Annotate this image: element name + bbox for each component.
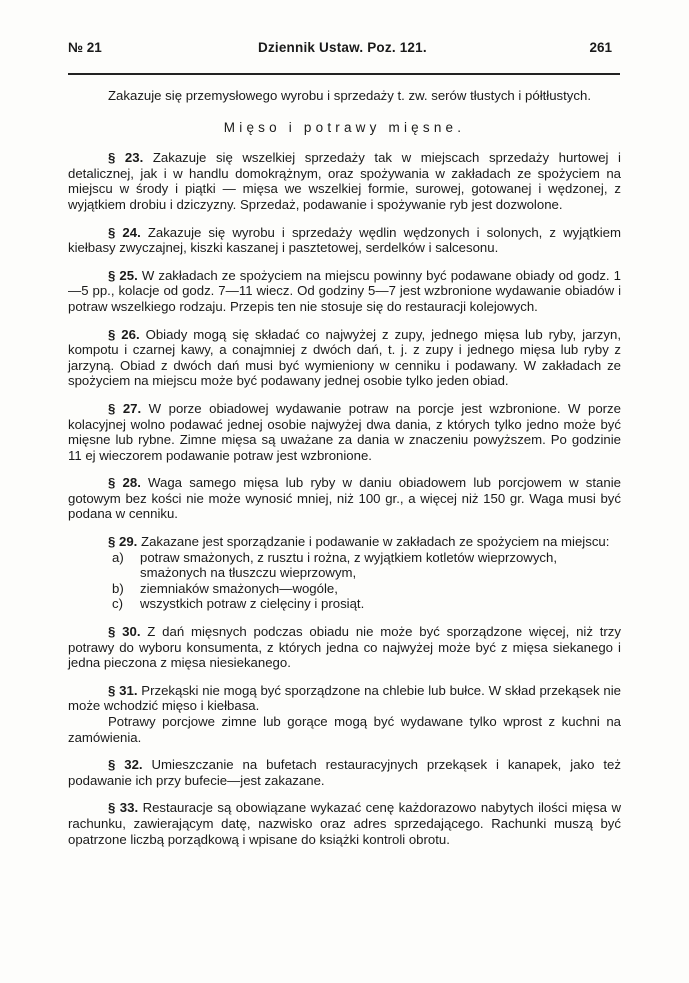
- section-text: Przekąski nie mogą być sporządzone na chlebie lub bułce. W skład przekąsek nie może wchodzić mięso i kiełbasa.: [68, 682, 621, 714]
- paragraph-31-extra: Potrawy porcjowe zimne lub gorące mogą być wydawane tylko wprost z kuchni na zamówienia.: [68, 714, 621, 745]
- paragraph-26: [68, 327, 621, 389]
- section-label: § 33.: [108, 800, 139, 816]
- section-label: § 26.: [108, 326, 140, 342]
- section-label: § 25.: [108, 267, 138, 283]
- paragraph-25: [68, 268, 621, 315]
- section-text: Waga samego mięsa lub ryby w daniu obiadowem lub porcjowem w stanie gotowym bez kości nie może wynosić mniej, niż 100 gr., a więcej niż 150 gr. Waga musi być podana w cenniku.: [68, 475, 621, 522]
- page-number: 261: [589, 40, 612, 55]
- section-label: § 31.: [108, 682, 138, 698]
- section-label: § 27.: [108, 400, 142, 416]
- paragraph-30: [68, 624, 621, 671]
- section-label: § 32.: [108, 757, 143, 773]
- section-text: Zakazane jest sporządzanie i podawanie w zakładach ze spożyciem na miejscu:: [141, 534, 610, 550]
- list-marker: a): [112, 549, 124, 565]
- paragraph-29: [68, 534, 621, 550]
- list-marker: c): [112, 596, 123, 612]
- issue-number: № 21: [68, 40, 102, 55]
- list-text: ziemniaków smażonych—wogóle,: [140, 580, 338, 596]
- section-label: § 30.: [108, 624, 141, 640]
- section-text: Umieszczanie na bufetach restauracyjnych przekąsek i kanapek, jako też podawanie ich przy bufecie—jest zakazane.: [68, 757, 621, 788]
- list-item: [68, 596, 621, 612]
- paragraph-28: [68, 475, 621, 522]
- list-text: wszystkich potraw z cielęciny i prosiąt.: [140, 596, 365, 612]
- section-heading: Mięso i potrawy mięsne.: [223, 119, 466, 135]
- section-text: Z dań mięsnych podczas obiadu nie może być sporządzone więcej, niż trzy potrawy do wyboru konsumenta, z których jedna co najwyżej może być z mięsa siekanego i jedna pieczona z mięsa niesiekanego.: [68, 624, 621, 671]
- section-text: Restauracje są obowiązane wykazać cenę każdorazowo nabytych ilości mięsa w rachunku, zawierającym datę, nazwisko oraz adres sprzedającego. Rachunki muszą być opatrzone liczbą porządkową i wpisane do książki kontroli obrotu.: [68, 800, 621, 847]
- section-label: § 29.: [108, 534, 138, 550]
- section-label: § 23.: [108, 150, 144, 166]
- intro-paragraph: Zakazuje się przemysłowego wyrobu i sprzedaży t. zw. serów tłustych i półtłustych.: [108, 88, 591, 103]
- journal-title: Dziennik Ustaw. Poz. 121.: [258, 40, 427, 55]
- list-item: [68, 581, 621, 597]
- header-rule: [68, 73, 620, 75]
- list-text: potraw smażonych, z rusztu i rożna, z wyjątkiem kotletów wieprzowych, smażonych na tłuszczu wieprzowym,: [140, 549, 558, 581]
- paragraph-32: [68, 757, 621, 788]
- section-label: § 24.: [108, 224, 141, 240]
- paragraph-33: [68, 800, 621, 847]
- section-text: Zakazuje się wszelkiej sprzedaży tak w miejscach sprzedaży hurtowej i detalicznej, jak i w handlu domokrążnym, oraz spożywania w zakładach ze spożyciem na miejscu w środy i piątki — mięsa we wszelkiej formie, surowej, gotowanej i wędzonej, z wyjątkiem drobiu i dziczyzny. Sprzedaż, podawanie i spożywanie ryb jest dozwolone.: [68, 150, 621, 212]
- list-29: [68, 550, 621, 612]
- section-label: § 28.: [108, 475, 141, 491]
- list-marker: b): [112, 580, 124, 596]
- list-item: [68, 550, 621, 581]
- document-body: [68, 88, 621, 847]
- section-text: W zakładach ze spożyciem na miejscu powinny być podawane obiady od godz. 1—5 pp., kolacje od godz. 7—11 wiecz. Od godziny 5—7 jest wzbronione wydawanie obiadów i potraw wszelkiego rodzaju. Przepis ten nie stosuje się do restauracji kolejowych.: [68, 267, 621, 314]
- section-text: Zakazuje się wyrobu i sprzedaży wędlin wędzonych i solonych, z wyjątkiem kiełbasy zwyczajnej, kiszki kaszanej i pasztetowej, serdelków i salcesonu.: [68, 224, 621, 256]
- paragraph-31: [68, 683, 621, 714]
- paragraph-27: [68, 401, 621, 463]
- paragraph-24: [68, 225, 621, 256]
- section-text: W porze obiadowej wydawanie potraw na porcje jest wzbronione. W porze kolacyjnej wolno podawać jednej osobie najwyżej dwa dania, z których tylko jedno może być mięsne lub rybne. Zimne mięsa są uważane za dania w znaczeniu powyższem. Po godzinie 11 ej wieczorem podawanie potraw jest wzbronione.: [68, 400, 621, 463]
- page-header: [68, 40, 620, 64]
- section-text: Obiady mogą się składać co najwyżej z zupy, jednego mięsa lub ryby, jarzyn, kompotu i czarnej kawy, a conajmniej z dwóch dań, t. j. z zupy i jednego mięsa lub ryby z jarzyną. Obiad z dwóch dań musi być wymieniony w cenniku i podawany. W zakładach ze spożyciem na miejscu może być podawany jednej osobie tylko jeden obiad.: [68, 326, 621, 389]
- paragraph-23: [68, 150, 621, 212]
